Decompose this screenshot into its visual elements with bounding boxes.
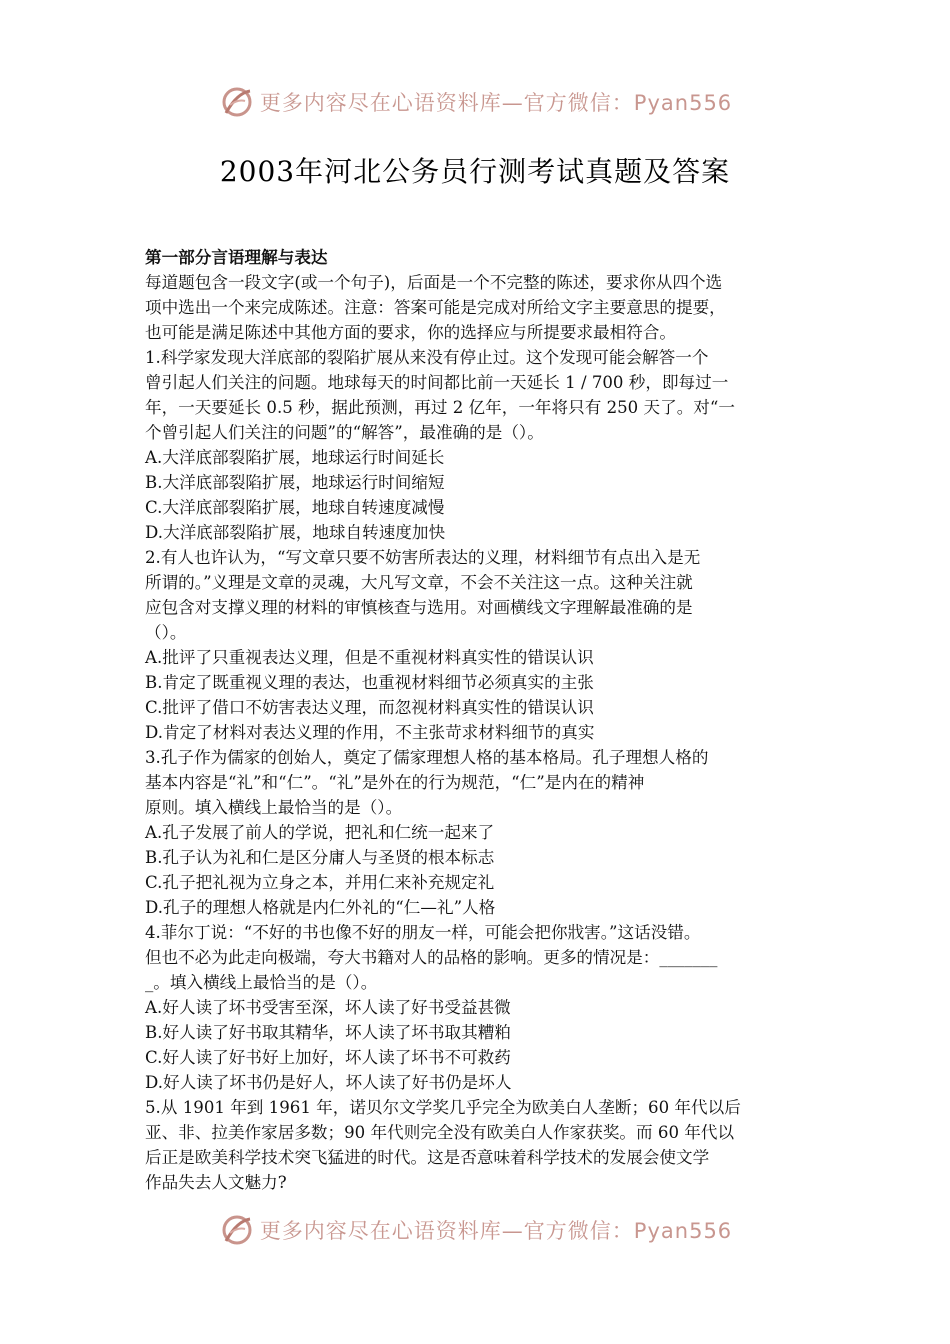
text-line: _。填入横线上最恰当的是（）。 [145,973,378,992]
text-line: 4.菲尔丁说：“不好的书也像不好的朋友一样，可能会把你戕害。”这话没错。 [145,923,701,942]
watermark-logo-icon [218,83,256,121]
text-line: 3.孔子作为儒家的创始人，奠定了儒家理想人格的基本格局。孔子理想人格的 [145,748,709,767]
header-watermark-text: 更多内容尽在心语资料库—官方微信：Pyan556 [259,91,733,115]
text-line: 每道题包含一段文字(或一个句子)，后面是一个不完整的陈述，要求你从四个选 [145,273,723,292]
text-line: 年，一天要延长 0.5 秒，据此预测，再过 2 亿年，一年将只有 250 天了。对“一 [145,398,735,417]
text-line: D.大洋底部裂陷扩展，地球自转速度加快 [145,523,446,542]
footer-watermark-banner [0,1210,950,1250]
text-line: D.肯定了材料对表达义理的作用，不主张苛求材料细节的真实 [145,723,595,742]
text-line: B.大洋底部裂陷扩展，地球运行时间缩短 [145,473,445,492]
text-line: 应包含对支撑义理的材料的审慎核查与选用。对画横线文字理解最准确的是 [145,598,693,617]
text-line: 后正是欧美科学技术突飞猛进的时代。这是否意味着科学技术的发展会使文学 [145,1148,710,1167]
text-line: 原则。填入横线上最恰当的是（）。 [145,798,403,817]
text-line: 基本内容是“礼”和“仁”。“礼”是外在的行为规范，“仁”是内在的精神 [145,773,645,792]
text-line: 亚、非、拉美作家居多数；90 年代则完全没有欧美白人作家获奖。而 60 年代以 [145,1123,735,1142]
text-line: B.好人读了好书取其精华，坏人读了坏书取其糟粕 [145,1023,511,1042]
text-line: （）。 [145,623,187,642]
text-line: C.批评了借口不妨害表达义理，而忽视材料真实性的错误认识 [145,698,594,717]
text-lines [145,270,821,1195]
text-line: 个曾引起人们关注的问题”的“解答”，最准确的是（）。 [145,423,544,442]
text-line: 曾引起人们关注的问题。地球每天的时间都比前一天延长 1 / 700 秒，即每过一 [145,373,729,392]
section-heading: 第一部分言语理解与表达 [145,247,328,267]
document-body [145,245,821,1195]
text-line: A.好人读了坏书受害至深，坏人读了好书受益甚微 [145,998,511,1017]
footer-watermark-text: 更多内容尽在心语资料库—官方微信：Pyan556 [259,1219,733,1243]
text-line: B.肯定了既重视义理的表达，也重视材料细节必须真实的主张 [145,673,594,692]
text-line: 5.从 1901 年到 1961 年，诺贝尔文学奖几乎完全为欧美白人垄断；60 年代以后 [145,1098,741,1117]
text-line: 作品失去人文魅力? [145,1173,287,1192]
text-line: C.好人读了好书好上加好，坏人读了坏书不可救药 [145,1048,511,1067]
text-line: B.孔子认为礼和仁是区分庸人与圣贤的根本标志 [145,848,495,867]
text-line: C.大洋底部裂陷扩展，地球自转速度减慢 [145,498,445,517]
text-line: A.孔子发展了前人的学说，把礼和仁统一起来了 [145,823,495,842]
text-line: A.大洋底部裂陷扩展，地球运行时间延长 [145,448,445,467]
text-line: D.好人读了坏书仍是好人，坏人读了好书仍是坏人 [145,1073,512,1092]
text-line: C.孔子把礼视为立身之本，并用仁来补充规定礼 [145,873,495,892]
header-watermark-banner [0,82,950,122]
watermark-logo-icon [218,1211,256,1249]
text-line: D.孔子的理想人格就是内仁外礼的“仁—礼”人格 [145,898,496,917]
text-line: 所谓的。”义理是文章的灵魂，大凡写文章，不会不关注这一点。这种关注就 [145,573,693,592]
text-line: 1.科学家发现大洋底部的裂陷扩展从来没有停止过。这个发现可能会解答一个 [145,348,709,367]
document-title: 2003年河北公务员行测考试真题及答案 [219,155,731,188]
text-line: 也可能是满足陈述中其他方面的要求，你的选择应与所提要求最相符合。 [145,323,676,342]
text-line: A.批评了只重视表达义理，但是不重视材料真实性的错误认识 [145,648,594,667]
text-line: 2.有人也许认为，“写文章只要不妨害所表达的义理，材料细节有点出入是无 [145,548,701,567]
text-line: 但也不必为此走向极端，夸大书籍对人的品格的影响。更多的情况是：_______ [145,948,718,967]
text-line: 项中选出一个来完成陈述。注意：答案可能是完成对所给文字主要意思的提要， [145,298,726,317]
